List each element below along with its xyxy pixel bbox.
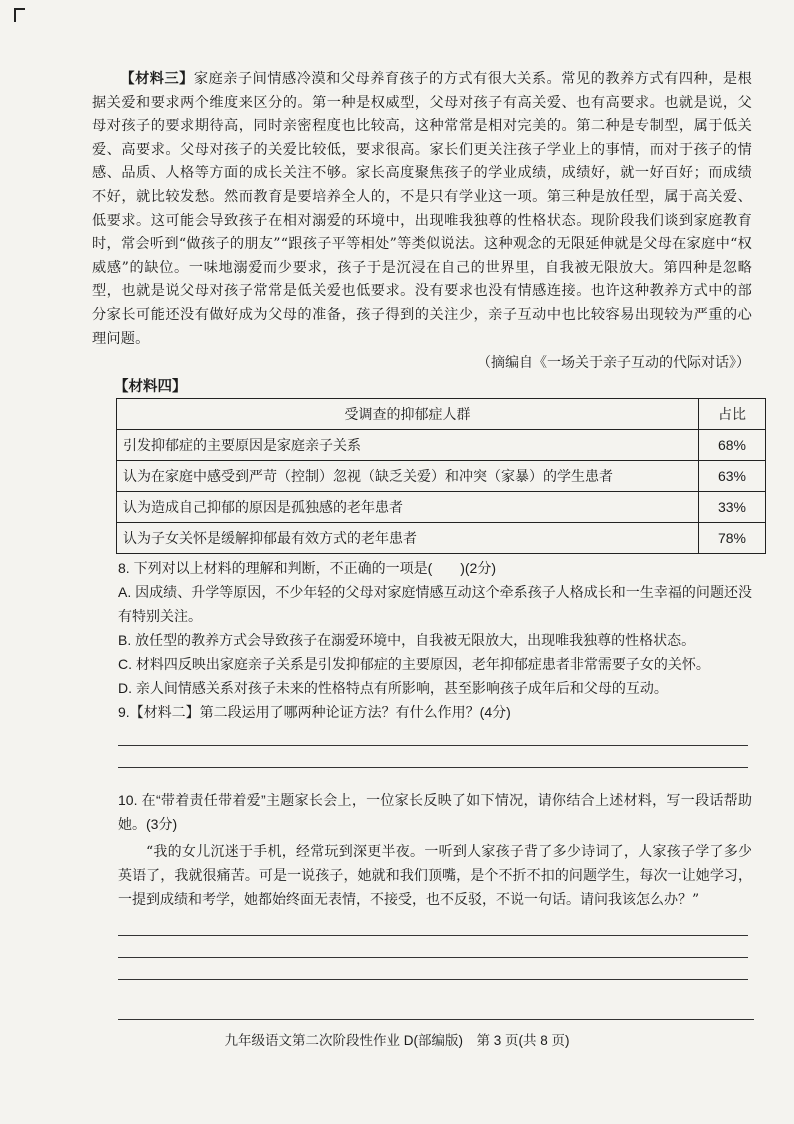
table-cell-group: 认为子女关怀是缓解抑郁最有效方式的老年患者 (117, 523, 699, 554)
table-header-row (117, 399, 766, 430)
material3-text: 家庭亲子间情感冷漠和父母养育孩子的方式有很大关系。常见的教养方式有四种，是根据关爱和要求两个维度来区分的。第一种是权威型，父母对孩子有高关爱、也有高要求。也就是说，父母对孩子的要求期待高，同时亲密程度也比较高，这种常常是相对完美的。第二种是专制型，属于低关爱、高要求。父母对孩子的关爱比较低，要求很高。家长们更关注孩子学业上的事情，而对于孩子的情感、品质、人格等方面的成长关注不够。家长高度聚焦孩子的学业成绩，成绩好，就一好百好；而成绩不好，就比较发愁。然而教育是要培养全人的，不是只有学业这一项。第三种是放任型，属于高关爱、低要求。这可能会导致孩子在相对溺爱的环境中，出现唯我独尊的性格状态。现阶段我们谈到家庭教育时，常会听到“做孩子的朋友”“跟孩子平等相处”等类似说法。这种观念的无限延伸就是父母在家庭中“权威感”的缺位。一味地溺爱而少要求，孩子于是沉浸在自己的世界里，自我被无限放大。第四种是忽略型，也就是说父母对孩子常常是低关爱也低要求。没有要求也没有情感连接。也许这种教养方式中的部分家长可能还没有做好成为父母的准备，孩子得到的关注少，亲子互动中也比较容易出现较为严重的心理问题。 (92, 71, 752, 347)
table-header-percent: 占比 (699, 399, 766, 430)
q8-stem: 8. 下列对以上材料的理解和判断，不正确的一项是( )(2分) (118, 560, 496, 577)
table-cell-group: 认为在家庭中感受到严苛（控制）忽视（缺乏关爱）和冲突（家暴）的学生患者 (117, 461, 699, 492)
q9-answer-line-2[interactable] (118, 746, 748, 768)
q10-quote: “我的女儿沉迷于手机，经常玩到深更半夜。一听到人家孩子背了多少诗词了，人家孩子学了多少英语了，我就很痛苦。可是一说孩子，她就和我们顶嘴，是个不折不扣的问题学生，每次一让她学习，一提到成绩和考学，她都始终面无表情，不接受，也不反驳，不说一句话。请问我该怎么办？” (118, 844, 752, 909)
table-cell-percent: 33% (699, 492, 766, 523)
material3-paragraph (92, 68, 752, 351)
table-cell-group: 认为造成自己抑郁的原因是孤独感的老年患者 (117, 492, 699, 523)
q9-stem: 9.【材料二】第二段运用了哪两种论证方法？有什么作用？(4分) (118, 704, 511, 721)
material3-source: （摘编自《一场关于亲子互动的代际对话》） (477, 355, 750, 372)
table-cell-percent: 78% (699, 523, 766, 554)
q10-answer-line-2[interactable] (118, 936, 748, 958)
page-content (92, 68, 752, 980)
q10-answer-line-1[interactable] (118, 914, 748, 936)
q10-stem: 10. 在“带着责任带着爱”主题家长会上，一位家长反映了如下情况，请你结合上述材料，写一段话帮助她。(3分) (118, 792, 752, 833)
page-footer: 九年级语文第二次阶段性作业 D(部编版) 第 3 页(共 8 页) (224, 1033, 570, 1048)
material3-label: 【材料三】 (120, 71, 194, 87)
table-cell-percent: 68% (699, 430, 766, 461)
footer-rule (118, 1019, 754, 1020)
material4-label: 【材料四】 (114, 378, 187, 396)
table-row (117, 523, 766, 554)
q8-option-d: D. 亲人间情感关系对孩子未来的性格特点有所影响，甚至影响孩子成年后和父母的互动。 (118, 680, 668, 697)
table-cell-group: 引发抑郁症的主要原因是家庭亲子关系 (117, 430, 699, 461)
survey-table (116, 398, 766, 554)
table-row (117, 461, 766, 492)
q8-option-b: B. 放任型的教养方式会导致孩子在溺爱环境中，自我被无限放大，出现唯我独尊的性格状态。 (118, 632, 696, 649)
q10-answer-line-3[interactable] (118, 958, 748, 980)
table-row (117, 430, 766, 461)
table-row (117, 492, 766, 523)
q9-answer-line-1[interactable] (118, 724, 748, 746)
table-header-group: 受调查的抑郁症人群 (117, 399, 699, 430)
q8-option-a: A. 因成绩、升学等原因，不少年轻的父母对家庭情感互动这个牵系孩子人格成长和一生幸福的问题还没有特别关注。 (118, 584, 752, 625)
table-cell-percent: 63% (699, 461, 766, 492)
q8-option-c: C. 材料四反映出家庭亲子关系是引发抑郁症的主要原因，老年抑郁症患者非常需要子女的关怀。 (118, 656, 710, 673)
corner-mark (14, 8, 25, 22)
